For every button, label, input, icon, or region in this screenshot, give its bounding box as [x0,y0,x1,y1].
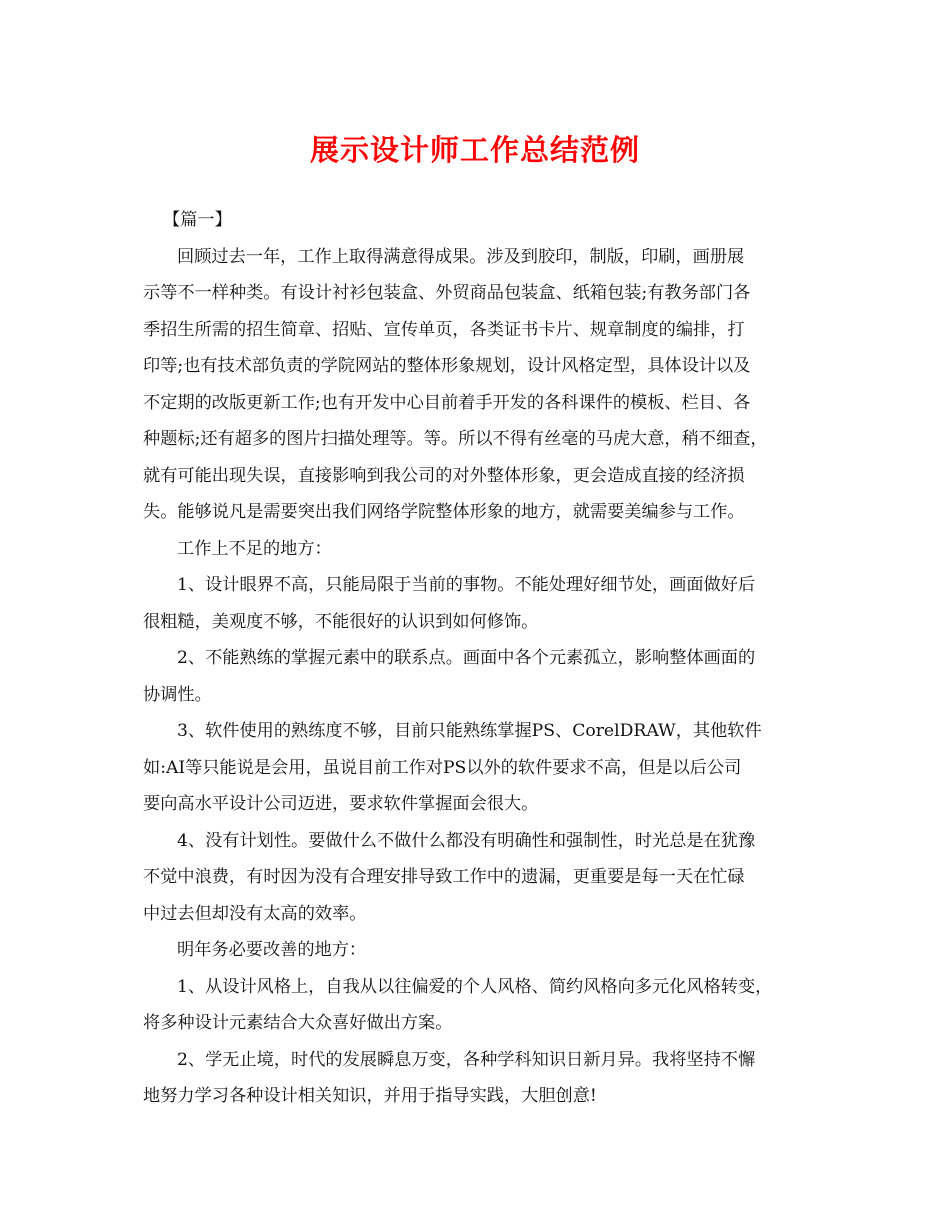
text-line: 4、没有计划性。要做什么不做什么都没有明确性和强制性，时光总是在犹豫 [177,830,756,851]
text-line: 协调性。 [143,684,212,705]
text-line: 将多种设计元素结合大众喜好做出方案。 [143,1013,453,1033]
text-line: 2、不能熟练的掌握元素中的联系点。画面中各个元素孤立，影响整体画面的 [177,648,756,668]
text-line: 2、学无止境，时代的发展瞬息万变，各种学科知识日新月异。我将坚持不懈 [177,1049,756,1070]
text-line: 如:AI等只能说是会用，虽说目前工作对PS以外的软件要求不高，但是以后公司 [143,757,742,778]
text-line: 很粗糙，美观度不够，不能很好的认识到如何修饰。 [143,611,539,632]
text-line: 1、从设计风格上，自我从以往偏爱的个人风格、简约风格向多元化风格转变， [177,976,773,997]
text-line: 季招生所需的招生简章、招贴、宣传单页，各类证书卡片、规章制度的编排，打 [143,319,745,340]
text-line: 3、软件使用的熟练度不够，目前只能熟练掌握PS、CorelDRAW，其他软件 [177,721,762,741]
text-line: 要向高水平设计公司迈进，要求软件掌握面会很大。 [143,794,539,814]
text-line: 中过去但却没有太高的效率。 [143,903,367,924]
document-title: 展示设计师工作总结范例 [309,133,640,167]
text-line: 种题标;还有超多的图片扫描处理等。等。所以不得有丝毫的马虎大意，稍不细查， [143,429,768,449]
text-line: 示等不一样种类。有设计衬衫包装盒、外贸商品包装盒、纸箱包装;有教务部门各 [143,283,751,303]
text-line: 地努力学习各种设计相关知识，并用于指导实践，大胆创意! [143,1086,597,1106]
section-heading: 【篇一】 [163,210,232,230]
document-body [143,202,813,1115]
text-line: 失。能够说凡是需要突出我们网络学院整体形象的地方，就需要美编参与工作。 [143,502,745,522]
text-line: 印等;也有技术部负责的学院网站的整体形象规划，设计风格定型，具体设计以及 [143,356,751,376]
text-line: 1、设计眼界不高，只能局限于当前的事物。不能处理好细节处，画面做好后 [177,575,756,595]
text-line: 明年务必要改善的地方： [177,940,367,960]
text-line: 工作上不足的地方： [177,538,332,559]
text-line: 回顾过去一年，工作上取得满意得成果。涉及到胶印，制版，印刷，画册展 [177,246,745,267]
text-line: 不觉中浪费，有时因为没有合理安排导致工作中的遗漏，更重要是每一天在忙碌 [143,867,745,887]
text-line: 就有可能出现失误，直接影响到我公司的对外整体形象，更会造成直接的经济损 [143,465,745,486]
text-line: 不定期的改版更新工作;也有开发中心目前着手开发的各科课件的模板、栏目、各 [143,392,751,413]
